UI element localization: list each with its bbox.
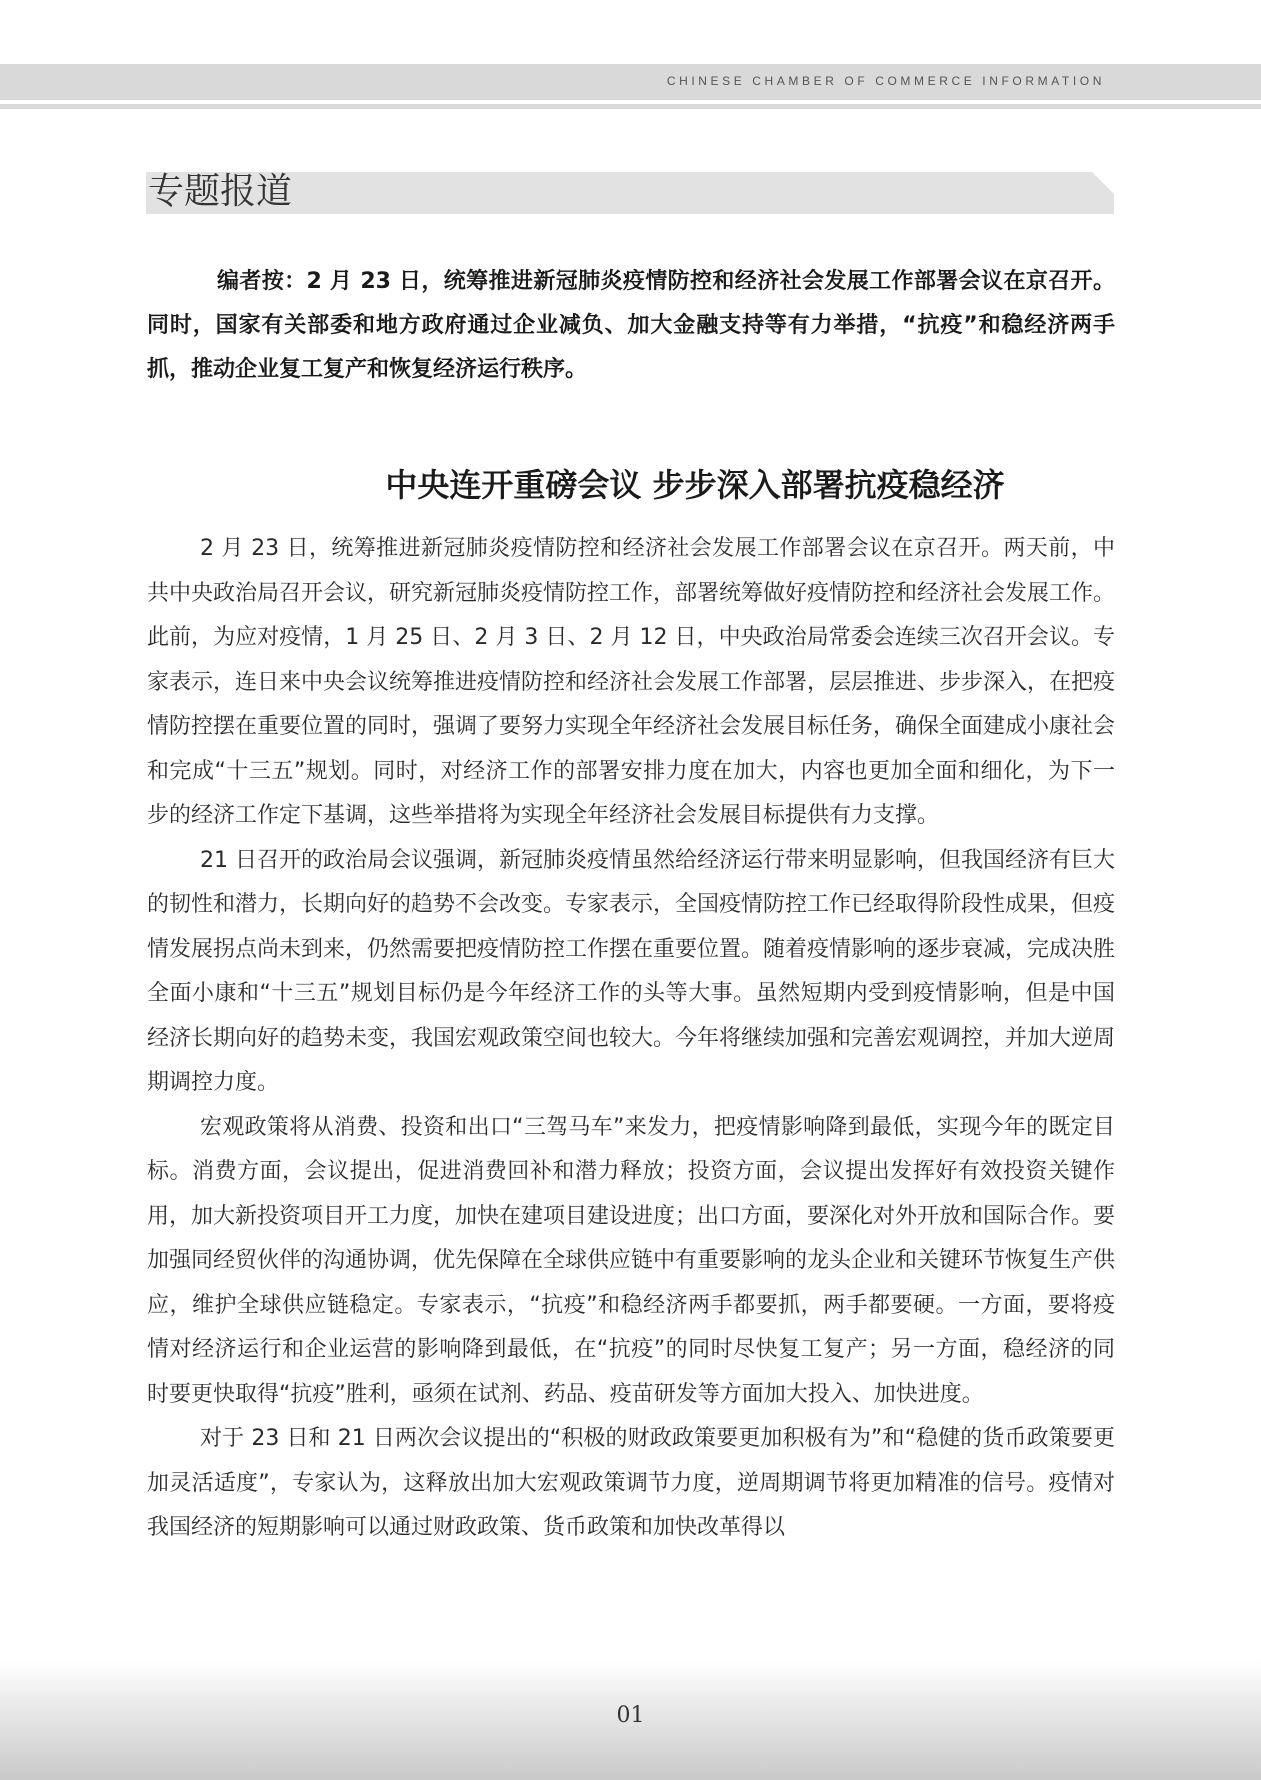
page-number: 01 — [616, 1703, 645, 1728]
body-paragraph-2: 21 日召开的政治局会议强调，新冠肺炎疫情虽然给经济运行带来明显影响，但我国经济有巨大的韧性和潜力，长期向好的趋势不会改变。专家表示，全国疫情防控工作已经取得阶段性成果，但疫情发展拐点尚未到来，仍然需要把疫情防控工作摆在重要位置。随着疫情影响的逐步衰减，完成决胜全面小康和“十三五”规划目标仍是今年经济工作的头等大事。虽然短期内受到疫情影响，但是中国经济长期向好的趋势未变，我国宏观政策空间也较大。今年将继续加强和完善宏观调控，并加大逆周期调控力度。 — [147, 847, 1116, 1095]
header-divider — [0, 104, 1261, 109]
body-paragraph-3: 宏观政策将从消费、投资和出口“三驾马车”来发力，把疫情影响降到最低，实现今年的既定目标。消费方面，会议提出，促进消费回补和潜力释放；投资方面，会议提出发挥好有效投资关键作用，加大新投资项目开工力度，加快在建项目建设进度；出口方面，要深化对外开放和国际合作。要加强同经贸伙伴的沟通协调，优先保障在全球供应链中有重要影响的龙头企业和关键环节恢复生产供应，维护全球供应链稳定。专家表示，“抗疫”和稳经济两手都要抓，两手都要硬。一方面，要将疫情对经济运行和企业运营的影响降到最低，在“抗疫”的同时尽快复工复产；另一方面，稳经济的同时要更快取得“抗疫”胜利，亟须在试剂、药品、疫苗研发等方面加大投入、加快进度。 — [147, 1114, 1116, 1407]
section-title: 专题报道 — [148, 171, 293, 212]
article-title: 中央连开重磅会议 步步深入部署抗疫稳经济 — [385, 466, 1005, 504]
article-body — [147, 527, 1115, 1551]
editor-note: 编者按：2 月 23 日，统筹推进新冠肺炎疫情防控和经济社会发展工作部署会议在京召开。同时，国家有关部委和地方政府通过企业减负、加大金融支持等有力举措，“抗疫”和稳经济两手抓，推动企业复工复产和恢复经济运行秩序。 — [147, 269, 1115, 382]
body-paragraph-4: 对于 23 日和 21 日两次会议提出的“积极的财政政策要更加积极有为”和“稳健的货币政策要更加灵活适度”，专家认为，这释放出加大宏观政策调节力度，逆周期调节将更加精准的信号。疫情对我国经济的短期影响可以通过财政政策、货币政策和加快改革得以 — [147, 1426, 1115, 1540]
body-paragraph-1: 2 月 23 日，统筹推进新冠肺炎疫情防控和经济社会发展工作部署会议在京召开。两天前，中共中央政治局召开会议，研究新冠肺炎疫情防控工作，部署统筹做好疫情防控和经济社会发展工作。此前，为应对疫情，1 月 25 日、2 月 3 日、2 月 12 日，中央政治局常委会连续三次召开会议。专家表示，连日来中央会议统筹推进疫情防控和经济社会发展工作部署，层层推进、步步深入，在把疫情防控摆在重要位置的同时，强调了要努力实现全年经济社会发展目标任务，确保全面建成小康社会和完成“十三五”规划。同时，对经济工作的部署安排力度在加大，内容也更加全面和细化，为下一步的经济工作定下基调，这些举措将为实现全年经济社会发展目标提供有力支撑。 — [147, 536, 1116, 828]
publication-name: CHINESE CHAMBER OF COMMERCE INFORMATION — [666, 74, 1105, 88]
